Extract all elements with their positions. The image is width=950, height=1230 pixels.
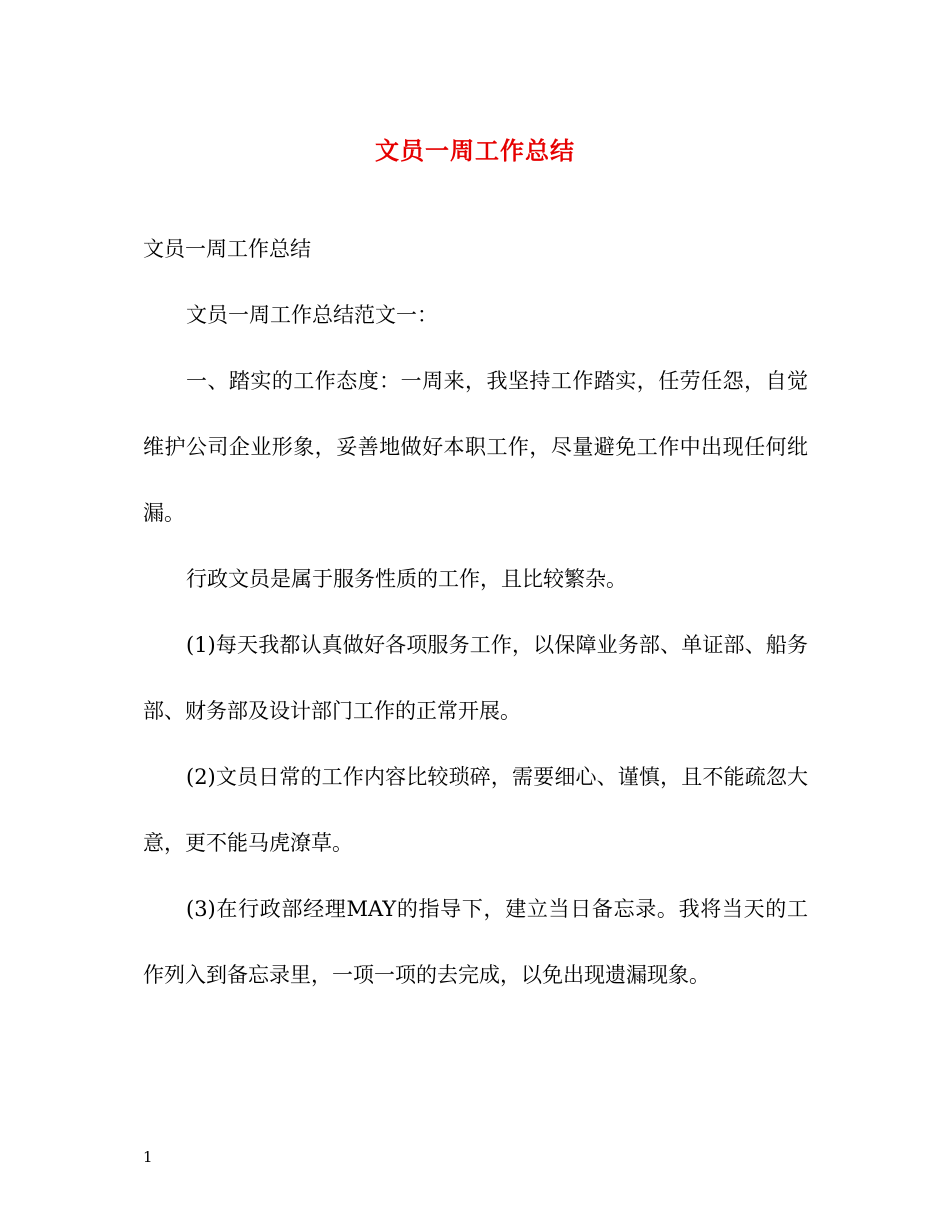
paragraph-item-1: (1)每天我都认真做好各项服务工作，以保障业务部、单证部、船务部、财务部及设计部门工作的正常开展。 (143, 633, 808, 723)
paragraph-heading: 文员一周工作总结 (143, 237, 311, 261)
page-number: 1 (143, 1148, 153, 1166)
document-title: 文员一周工作总结 (375, 136, 575, 165)
document-body (143, 216, 808, 1008)
paragraph-item-2: (2)文员日常的工作内容比较琐碎，需要细心、谨慎，且不能疏忽大意，更不能马虎潦草。 (143, 765, 808, 855)
paragraph-work-attitude: 一、踏实的工作态度：一周来，我坚持工作踏实，任劳任怨，自觉维护公司企业形象，妥善地做好本职工作，尽量避免工作中出现任何纰漏。 (143, 369, 808, 525)
paragraph-sample-title: 文员一周工作总结范文一： (186, 303, 438, 327)
paragraph-item-3: (3)在行政部经理MAY的指导下，建立当日备忘录。我将当天的工作列入到备忘录里，一项一项的去完成，以免出现遗漏现象。 (143, 897, 808, 987)
paragraph-service-nature: 行政文员是属于服务性质的工作，且比较繁杂。 (186, 567, 627, 591)
